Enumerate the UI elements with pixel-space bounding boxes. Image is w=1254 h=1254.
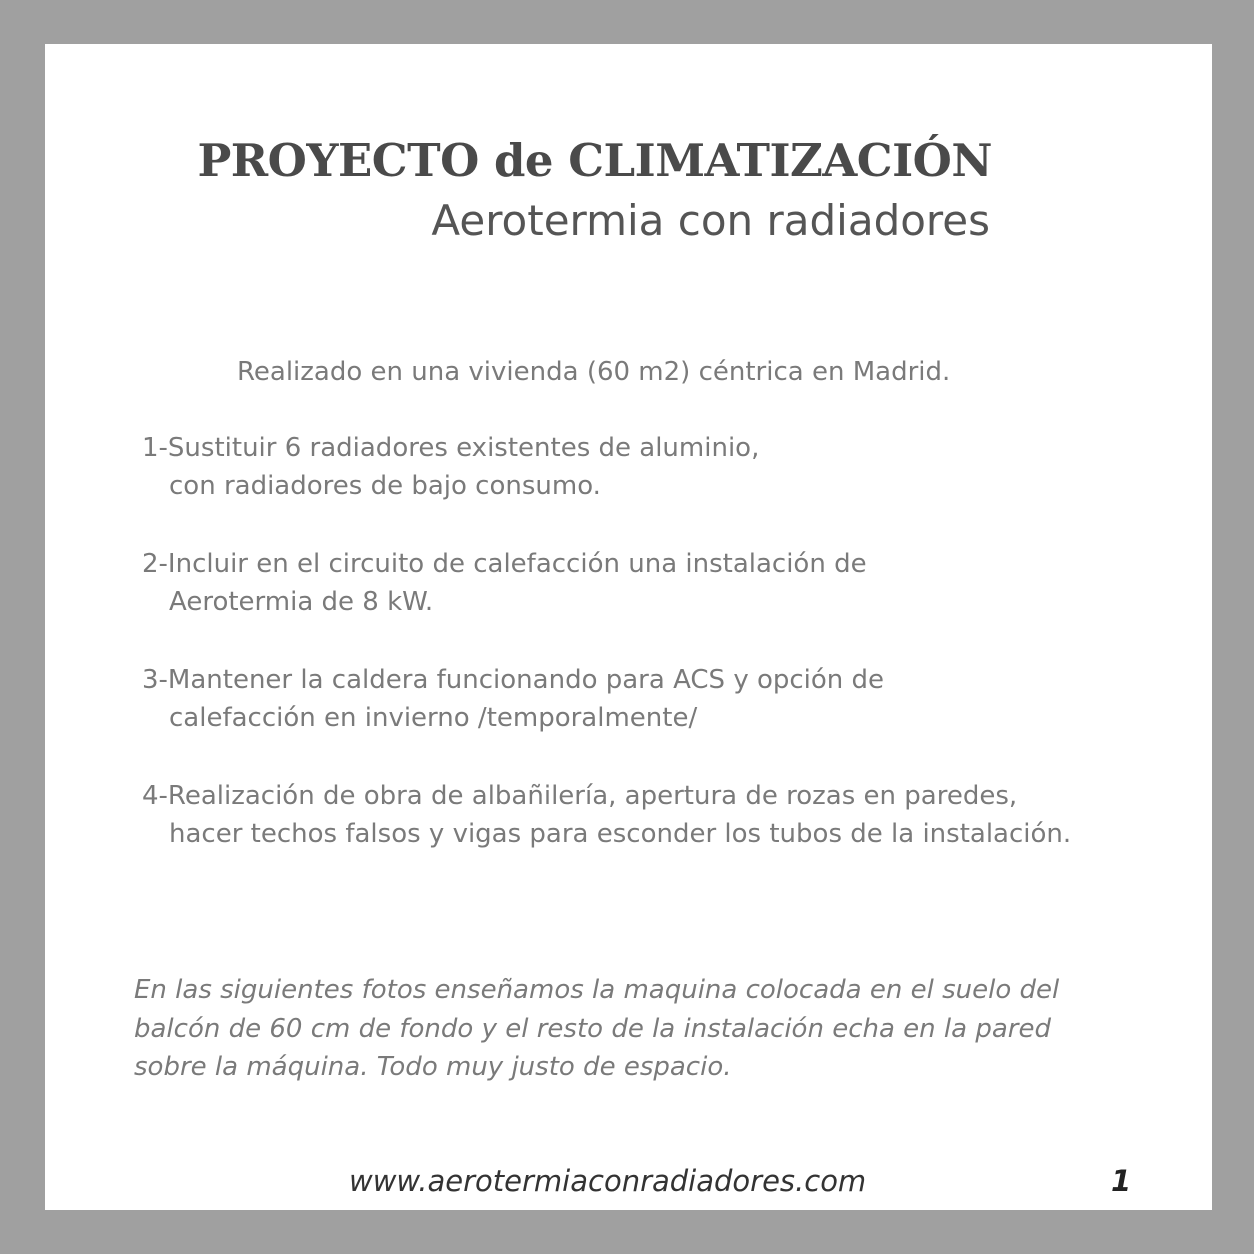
list-item [142,777,1071,853]
intro-text: Realizado en una vivienda (60 m2) céntrica en Madrid. [237,357,951,387]
list-item-line: hacer techos falsos y vigas para esconder los tubos de la instalación. [169,819,1072,849]
list-item [142,661,884,737]
document-page [45,44,1212,1210]
note-line: sobre la máquina. Todo muy justo de espacio. [134,1052,732,1082]
website-url: www.aerotermiaconradiadores.com [349,1164,867,1198]
page-number: 1 [1111,1164,1132,1198]
list-item-line: 1-Sustituir 6 radiadores existentes de aluminio, [142,433,760,463]
list-item-line: calefacción en invierno /temporalmente/ [169,703,698,733]
list-item-line: con radiadores de bajo consumo. [169,471,601,501]
page-subtitle: Aerotermia con radiadores [431,196,990,245]
note-line: En las siguientes fotos enseñamos la maquina colocada en el suelo del [134,975,1060,1005]
list-item-line: Aerotermia de 8 kW. [169,587,434,617]
list-item-line: 2-Incluir en el circuito de calefacción una instalación de [142,549,867,579]
list-item-line: 3-Mantener la caldera funcionando para ACS y opción de [142,665,885,695]
note-line: balcón de 60 cm de fondo y el resto de la instalación echa en la pared [134,1013,1051,1044]
list-item [142,429,759,505]
list-item-line: 4-Realización de obra de albañilería, apertura de rozas en paredes, [142,781,1018,811]
page-title: PROYECTO de CLIMATIZACIÓN [197,134,992,187]
list-item [142,545,867,621]
photo-note [134,971,1059,1087]
